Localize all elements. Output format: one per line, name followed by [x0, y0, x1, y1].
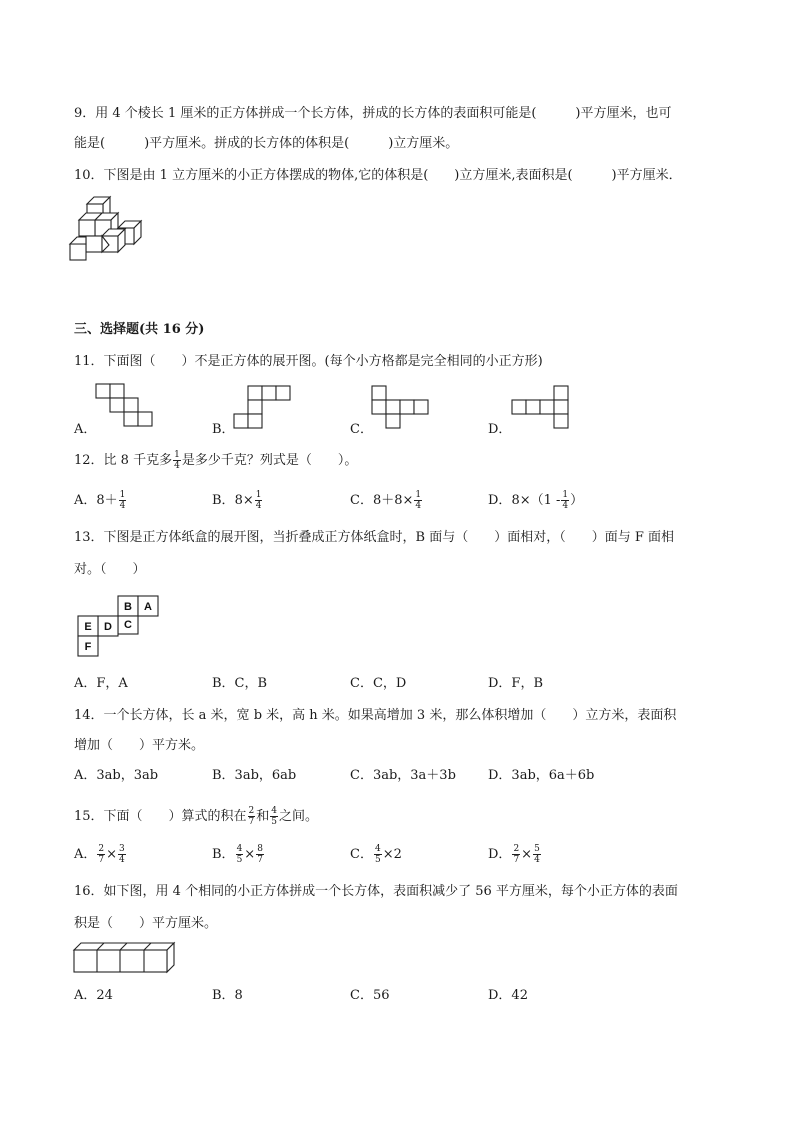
q15-frac-1: [248, 806, 256, 827]
q15-mid: 和: [256, 809, 270, 824]
q15-option-c: [350, 844, 402, 865]
q15-option-d: [488, 844, 542, 865]
q15-pre: 15．下面（ ）算式的积在: [74, 809, 247, 824]
q14-option-a: A．3ab，3ab: [74, 768, 159, 783]
q13-face-d: D: [104, 621, 112, 633]
q15-a-d2: 4: [119, 855, 125, 865]
q11-net-b: [234, 386, 294, 430]
q13-option-c: C．C，D: [350, 676, 407, 691]
q14-option-d: D．3ab，6a＋6b: [488, 768, 595, 783]
q15-a-d1: 7: [98, 855, 105, 865]
q12-option-b: [212, 490, 263, 511]
section3-title: 三、选择题(共 16 分): [74, 322, 205, 337]
q15-b-label: B．: [212, 847, 235, 862]
q12-post: 是多少千克？列式是（ ）。: [181, 453, 358, 468]
q12-b-den: 4: [255, 501, 262, 511]
q14-option-c: C．3ab，3a＋3b: [350, 768, 456, 783]
q15-b-d2: 7: [257, 855, 263, 865]
q12-a-expr: 8＋: [96, 493, 118, 508]
q11-net-c: [372, 386, 432, 430]
q12-d-label: D．: [488, 493, 512, 508]
q16-option-b: B．8: [212, 988, 243, 1003]
q15-f1-den: 7: [248, 817, 255, 827]
q13-option-b: B．C，B: [212, 676, 268, 691]
q12-text: [74, 450, 357, 471]
q15-d-frac2: [533, 844, 541, 865]
q15-d-n2: 5: [534, 844, 540, 854]
q16-option-a: A．24: [74, 988, 113, 1003]
q12-c-num: 1: [415, 490, 422, 500]
q15-c-frac1: [374, 844, 382, 865]
q12-d-expr: 8×（1 -: [511, 493, 561, 508]
q16-option-d: D．42: [488, 988, 528, 1003]
q12-d-den: 4: [562, 501, 569, 511]
q16-cuboid-figure: [74, 942, 184, 976]
q12-fraction: [173, 450, 181, 471]
q15-b-frac1: [236, 844, 244, 865]
q15-d-label: D．: [488, 847, 512, 862]
q15-b-op: ×: [244, 847, 256, 862]
q15-a-n1: 2: [98, 844, 105, 854]
q15-c-d1: 5: [374, 855, 381, 865]
q12-d-num: 1: [562, 490, 569, 500]
q15-post: 之间。: [279, 809, 319, 824]
q15-option-b: [212, 844, 265, 865]
q13-face-b: B: [124, 601, 132, 613]
q11-text: 11．下面图（ ）不是正方体的展开图。(每个小方格都是完全相同的小正方形): [74, 354, 543, 369]
q15-option-a: [74, 844, 127, 865]
q10-text: 10．下图是由 1 立方厘米的小正方体摆成的物体,它的体积是( )立方厘米,表面积是( )平方厘米．: [74, 168, 682, 183]
q12-c-den: 4: [415, 501, 422, 511]
q12-c-label: C．: [350, 493, 373, 508]
q12-b-expr: 8×: [234, 493, 254, 508]
q15-f1-num: 2: [248, 806, 255, 816]
q15-b-frac2: [256, 844, 264, 865]
q11-option-b: B．: [212, 422, 235, 437]
q13-face-c: C: [124, 619, 132, 631]
q15-frac-2: [270, 806, 278, 827]
q12-b-label: B．: [212, 493, 235, 508]
q13-line1: 13．下图是正方体纸盒的展开图，当折叠成正方体纸盒时，B 面与（ ）面相对，（ ）面与 F 面相: [74, 530, 675, 545]
q15-a-frac2: [118, 844, 126, 865]
q9-line2: 能是( )平方厘米。拼成的长方体的体积是( )立方厘米。: [74, 136, 459, 151]
q14-option-b: B．3ab，6ab: [212, 768, 297, 783]
q13-face-f: F: [84, 641, 92, 653]
q15-b-n2: 8: [257, 844, 263, 854]
q12-c-expr: 8＋8×: [372, 493, 414, 508]
q12-b-frac: [255, 490, 263, 511]
q15-a-label: A．: [74, 847, 97, 862]
q13-option-d: D．F，B: [488, 676, 543, 691]
q12-a-den: 4: [119, 501, 126, 511]
q11-option-c: C．: [350, 422, 373, 437]
q12-d-frac: [561, 490, 569, 511]
q12-option-a: [74, 490, 127, 511]
q12-d-close: ）: [570, 493, 584, 508]
q12-a-label: A．: [74, 493, 97, 508]
q15-c-label: C．: [350, 847, 373, 862]
q9-line1: 9．用 4 个棱长 1 厘米的正方体拼成一个长方体，拼成的长方体的表面积可能是( )平方厘米，也可: [74, 106, 672, 121]
q15-f2-num: 4: [271, 806, 278, 816]
q16-line1: 16．如下图，用 4 个相同的小正方体拼成一个长方体，表面积减少了 56 平方厘米，每个小正方体的表面: [74, 884, 678, 899]
q12-option-d: [488, 490, 583, 511]
q15-d-d1: 7: [513, 855, 520, 865]
q13-face-a: A: [144, 601, 152, 613]
q13-net-figure: [76, 596, 166, 658]
q12-frac-den: 4: [174, 461, 180, 471]
q12-pre: 12．比 8 千克多: [74, 453, 173, 468]
q12-option-c: [350, 490, 423, 511]
q14-line2: 增加（ ）平方米。: [74, 738, 205, 753]
q11-option-a: A．: [74, 422, 97, 437]
q10-cube-figure: [70, 192, 150, 272]
q11-net-a: [96, 384, 156, 428]
q15-d-op: ×: [521, 847, 533, 862]
q15-d-frac1: [512, 844, 520, 865]
q15-a-n2: 3: [119, 844, 125, 854]
q15-a-frac1: [97, 844, 105, 865]
q15-c-op: ×2: [382, 847, 402, 862]
q15-b-n1: 4: [236, 844, 243, 854]
q15-b-d1: 5: [236, 855, 243, 865]
q12-b-num: 1: [255, 490, 262, 500]
q15-f2-den: 5: [271, 817, 278, 827]
q15-d-n1: 2: [513, 844, 520, 854]
q12-a-frac: [119, 490, 127, 511]
q14-line1: 14．一个长方体，长 a 米，宽 b 米，高 h 米。如果高增加 3 米，那么体积增加（ ）立方米，表面积: [74, 708, 677, 723]
q12-frac-num: 1: [174, 450, 180, 460]
q12-a-num: 1: [119, 490, 126, 500]
q15-d-d2: 4: [534, 855, 540, 865]
q12-c-frac: [414, 490, 422, 511]
q13-option-a: A．F，A: [74, 676, 128, 691]
q15-text: [74, 806, 318, 827]
q11-net-d: [512, 386, 572, 430]
q13-line2: 对。（ ）: [74, 562, 146, 577]
q16-option-c: C．56: [350, 988, 390, 1003]
q16-line2: 积是（ ）平方厘米。: [74, 916, 218, 931]
q13-face-e: E: [84, 621, 92, 633]
q15-a-op: ×: [106, 847, 118, 862]
q15-c-n1: 4: [374, 844, 381, 854]
q11-option-d: D．: [488, 422, 512, 437]
